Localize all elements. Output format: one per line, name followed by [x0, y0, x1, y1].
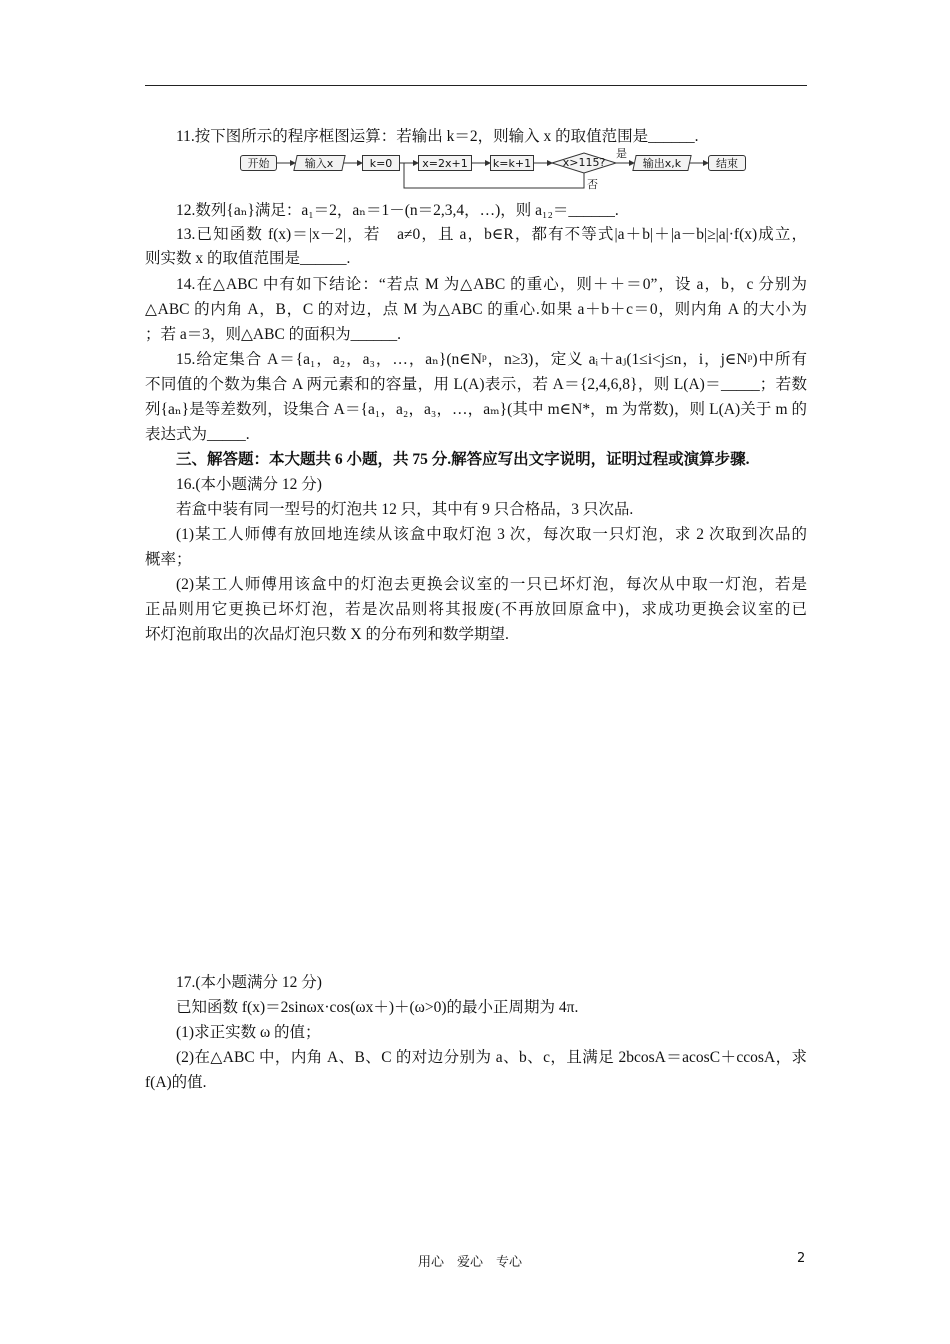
q14-line1: 14.在△ABC 中有如下结论：“若点 M 为△ABC 的重心，则＋＋＝0”，设 a，b，c 分别为 [176, 276, 807, 293]
q17-intro: 已知函数 f(x)＝2sinωx·cos(ωx＋)＋(ω>0)的最小正周期为 4π. [176, 999, 579, 1016]
q13-line2: 则实数 x 的取值范围是______. [145, 250, 351, 267]
q17-p1: (1)求正实数 ω 的值； [176, 1024, 321, 1041]
q17-title: 17.(本小题满分 12 分) [176, 974, 322, 991]
flow-decision: x>115? [562, 156, 606, 169]
q16-title: 16.(本小题满分 12 分) [176, 476, 322, 493]
q16-p2-line1: (2)某工人师傅用该盒中的灯泡去更换会议室的一只已坏灯泡，每次从中取一灯泡，若是 [176, 576, 807, 593]
flow-assign-k: k=k+1 [490, 155, 534, 171]
flow-input-label: 输入x [305, 157, 334, 170]
flow-start: 开始 [240, 155, 277, 171]
q17-p2-line1: (2)在△ABC 中，内角 A、B、C 的对边分别为 a、b、c，且满足 2bcosA＝acosC＋ccosA，求 [176, 1049, 807, 1066]
q14-line3: ；若 a＝3，则△ABC 的面积为______. [145, 326, 402, 343]
q17-p2-line2: f(A)的值. [145, 1074, 207, 1091]
flow-output [632, 155, 691, 171]
q16-p2-line2: 正品则用它更换已坏灯泡，若是次品则将其报废(不再放回原盒中)，求成功更换会议室的已 [145, 601, 807, 618]
q15-line3: 列{aₙ}是等差数列，设集合 A＝{a₁，a₂，a₃，…，aₘ}(其中 m∈N*，m 为常数)，则 L(A)关于 m 的 [145, 401, 807, 418]
header-rule [145, 85, 807, 86]
page-number: 2 [797, 1251, 806, 1266]
flowchart [240, 148, 752, 196]
flow-assign-x: x=2x+1 [418, 155, 472, 171]
q16-p2-line3: 坏灯泡前取出的次品灯泡只数 X 的分布列和数学期望. [145, 626, 509, 643]
page-footer: 用心 爱心 专心 [417, 1255, 522, 1270]
flow-output-label: 输出x,k [642, 157, 681, 170]
q16-p1-line1: (1)某工人师傅有放回地连续从该盒中取灯泡 3 次，每次取一只灯泡，求 2 次取到次品的 [176, 526, 807, 543]
flow-no-label: 否 [587, 178, 598, 191]
q11-text: 11.按下图所示的程序框图运算：若输出 k＝2，则输入 x 的取值范围是______. [176, 128, 699, 145]
flow-end: 结束 [708, 155, 746, 171]
flow-init: k=0 [362, 155, 400, 171]
q15-line4: 表达式为_____. [145, 426, 250, 443]
q13-line1: 13.已知函数 f(x)＝|x－2|，若 a≠0，且 a，b∈R，都有不等式|a＋b|＋|a－b|≥|a|·f(x)成立， [176, 226, 807, 243]
q16-intro: 若盒中装有同一型号的灯泡共 12 只，其中有 9 只合格品，3 只次品. [176, 501, 634, 518]
q16-p1-line2: 概率； [145, 551, 192, 568]
q15-line2: 不同值的个数为集合 A 两元素和的容量，用 L(A)表示，若 A＝{2,4,6,8}，则 L(A)＝_____；若数 [145, 376, 807, 393]
q12-text: 12.数列{aₙ}满足：a₁＝2，aₙ＝1－(n＝2,3,4，…)，则 a₁₂＝______. [176, 202, 619, 219]
flow-yes-label: 是 [616, 147, 627, 160]
section3-heading: 三、解答题：本大题共 6 小题，共 75 分.解答应写出文字说明，证明过程或演算步骤. [176, 451, 750, 468]
flow-input [293, 155, 345, 171]
q15-line1: 15.给定集合 A＝{a₁，a₂，a₃，…，aₙ}(n∈Nᵖ，n≥3)，定义 aᵢ＋aⱼ(1≤i<j≤n，i，j∈Nᵖ)中所有 [176, 351, 807, 368]
q14-line2: △ABC 的内角 A，B，C 的对边，点 M 为△ABC 的重心.如果 a＋b＋c＝0，则内角 A 的大小为 [145, 301, 807, 318]
